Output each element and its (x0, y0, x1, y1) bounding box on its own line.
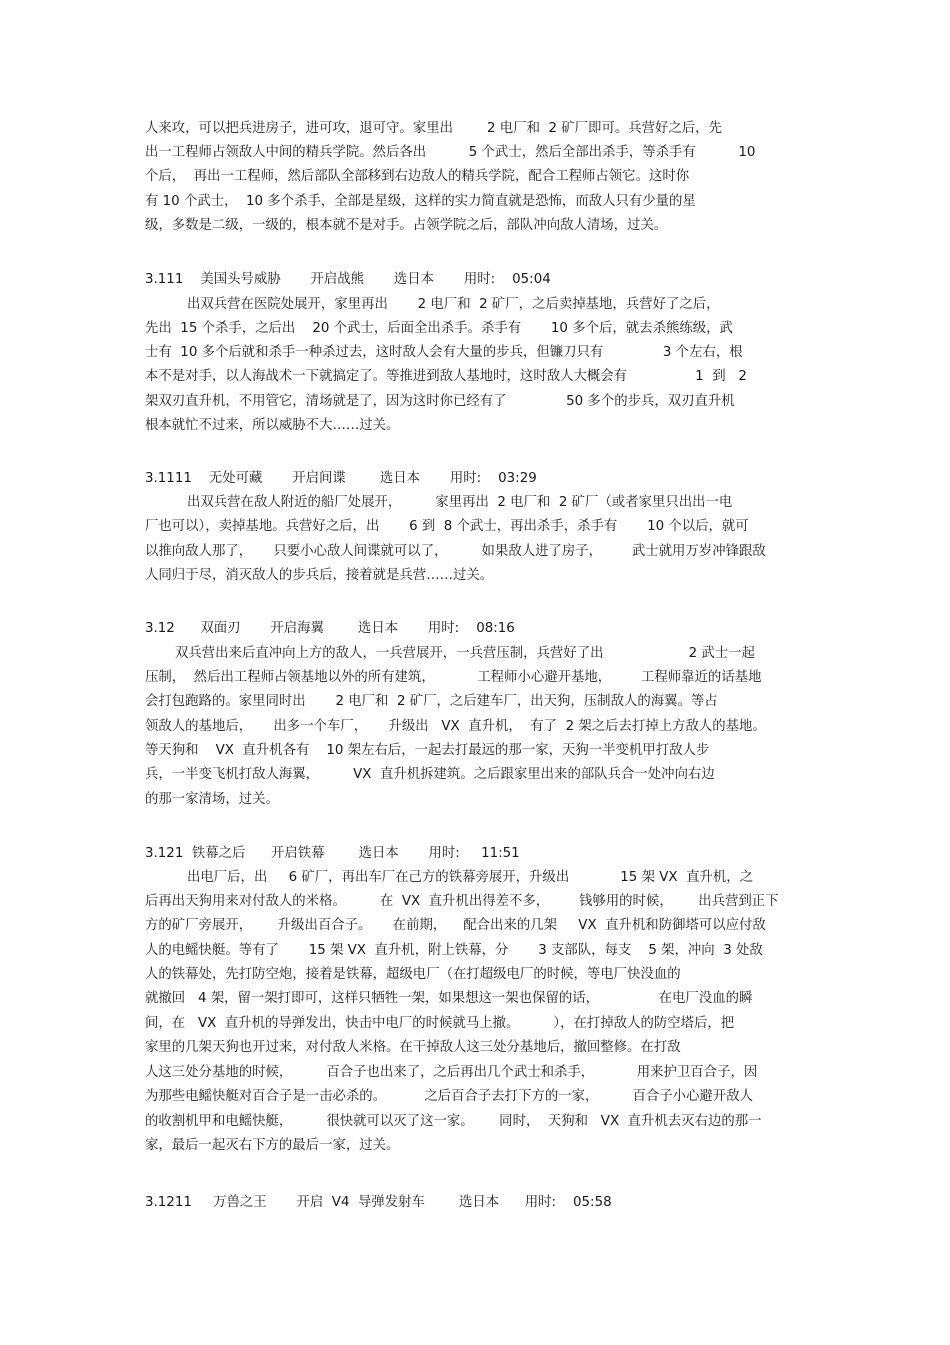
section-heading: 3.1211 万兽之王 开启 V4 导弹发射车 选日本 用时: 05:58 (145, 1195, 612, 1210)
paragraph-line: 后再出天狗用来对付敌人的米格。 在 VX 直升机出得差不多， 钱够用的时候， 出兵营到正下 (145, 894, 779, 909)
paragraph-line: 间，在 VX 直升机的导弹发出，快击中电厂的时候就马上撤。 ），在打掉敌人的防空塔后，把 (145, 1016, 735, 1031)
paragraph-line: 根本就忙不过来，所以威胁不大……过关。 (145, 418, 400, 433)
paragraph-line: 人来攻，可以把兵进房子，进可攻，退可守。家里出 2 电厂和 2 矿厂即可。兵营好之后，先 (145, 121, 722, 136)
paragraph-line: 会打包跑路的。家里同时出 2 电厂和 2 矿厂，之后建车厂，出天狗，压制敌人的海翼。等占 (145, 694, 718, 709)
paragraph-line: 出电厂后，出 6 矿厂，再出车厂在己方的铁幕旁展开，升级出 15 架 VX 直升机，之 (187, 870, 754, 885)
section-heading: 3.121 铁幕之后 开启铁幕 选日本 用时: 11:51 (145, 846, 520, 861)
section-heading: 3.1111 无处可藏 开启间谍 选日本 用时: 03:29 (145, 471, 537, 486)
paragraph-line: 家，最后一起灭右下方的最后一家，过关。 (145, 1138, 400, 1153)
paragraph-line: 人同归于尽，消灭敌人的步兵后，接着就是兵营……过关。 (145, 568, 494, 583)
paragraph-line: 兵，一半变飞机打敌人海翼， VX 直升机拆建筑。之后跟家里出来的部队兵合一处冲向右边 (145, 767, 715, 782)
paragraph-line: 士有 10 多个后就和杀手一种杀过去，这时敌人会有大量的步兵，但镰刀只有 3 个左右，根 (145, 345, 743, 360)
paragraph-line: 出一工程师占领敌人中间的精兵学院。然后各出 5 个武士，然后全部出杀手，等杀手有 10 (145, 145, 756, 160)
paragraph-line: 架双刃直升机，不用管它，清场就是了，因为这时你已经有了 50 多个的步兵，双刃直升机 (145, 394, 735, 409)
paragraph-line: 家里的几架天狗也开过来，对付敌人米格。在干掉敌人这三处分基地后，撤回整修。在打敌 (145, 1040, 681, 1055)
paragraph-line: 压制， 然后出工程师占领基地以外的所有建筑， 工程师小心避开基地， 工程师靠近的话基地 (145, 670, 762, 685)
paragraph-line: 双兵营出来后直冲向上方的敌人，一兵营展开，一兵营压制，兵营好了出 2 武士一起 (175, 646, 755, 661)
paragraph-line: 出双兵营在敌人附近的船厂处展开， 家里再出 2 电厂和 2 矿厂（或者家里只出出一电 (187, 495, 733, 510)
paragraph-line: 等天狗和 VX 直升机各有 10 架左右后，一起去打最远的那一家，天狗一半变机甲打敌人步 (145, 743, 710, 758)
paragraph-line: 以推向敌人那了， 只要小心敌人间谍就可以了， 如果敌人进了房子， 武士就用万岁冲锋跟敌 (145, 544, 766, 559)
paragraph-line: 有 10 个武士， 10 多个杀手，全部是星级，这样的实力简直就是恐怖，而敌人只有少量的星 (145, 194, 696, 209)
paragraph-line: 级，多数是二级，一级的，根本就不是对手。占领学院之后，部队冲向敌人清场，过关。 (145, 218, 668, 233)
paragraph-line: 就撤回 4 架，留一架打即可，这样只牺牲一架，如果想这一架也保留的话， 在电厂没血的瞬 (145, 991, 753, 1006)
paragraph-line: 领敌人的基地后， 出多一个车厂， 升级出 VX 直升机， 有了 2 架之后去打掉上方敌人的基地。 (145, 719, 766, 734)
paragraph-line: 方的矿厂旁展开， 升级出百合子。 在前期， 配合出来的几架 VX 直升机和防御塔可以应付敌 (145, 918, 766, 933)
paragraph-line: 的那一家清场，过关。 (145, 792, 279, 807)
paragraph-line: 出双兵营在医院处展开，家里再出 2 电厂和 2 矿厂，之后卖掉基地，兵营好了之后， (187, 297, 720, 312)
paragraph-line: 厂也可以），卖掉基地。兵营好之后，出 6 到 8 个武士，再出杀手，杀手有 10 个以后，就可 (145, 519, 749, 534)
paragraph-line: 为那些电鳐快艇对百合子是一击必杀的。 之后百合子去打下方的一家， 百合子小心避开敌人 (145, 1089, 753, 1104)
paragraph-line: 的收割机甲和电鳐快艇， 很快就可以灭了这一家。 同时， 天狗和 VX 直升机去灭右边的那一 (145, 1114, 762, 1129)
section-heading: 3.12 双面刃 开启海翼 选日本 用时: 08:16 (145, 621, 515, 636)
paragraph-line: 人这三处分基地的时候， 百合子也出来了，之后再出几个武士和杀手， 用来护卫百合子，因 (145, 1065, 758, 1080)
paragraph-line: 个后， 再出一工程师，然后部队全部移到右边敌人的精兵学院，配合工程师占领它。这时你 (145, 169, 690, 184)
section-heading: 3.111 美国头号威胁 开启战熊 选日本 用时: 05:04 (145, 272, 551, 287)
paragraph-line: 人的铁幕处，先打防空炮，接着是铁幕，超级电厂（在打超级电厂的时候，等电厂快没血的 (145, 967, 681, 982)
paragraph-line: 本不是对手，以人海战术一下就搞定了。等推进到敌人基地时，这时敌人大概会有 1 到 2 (145, 369, 747, 384)
paragraph-line: 人的电鳐快艇。等有了 15 架 VX 直升机，附上铁幕，分 3 支部队，每支 5 架，冲向 3 处敌 (145, 943, 763, 958)
paragraph-line: 先出 15 个杀手，之后出 20 个武士，后面全出杀手。杀手有 10 多个后，就去杀熊练级，武 (145, 321, 733, 336)
